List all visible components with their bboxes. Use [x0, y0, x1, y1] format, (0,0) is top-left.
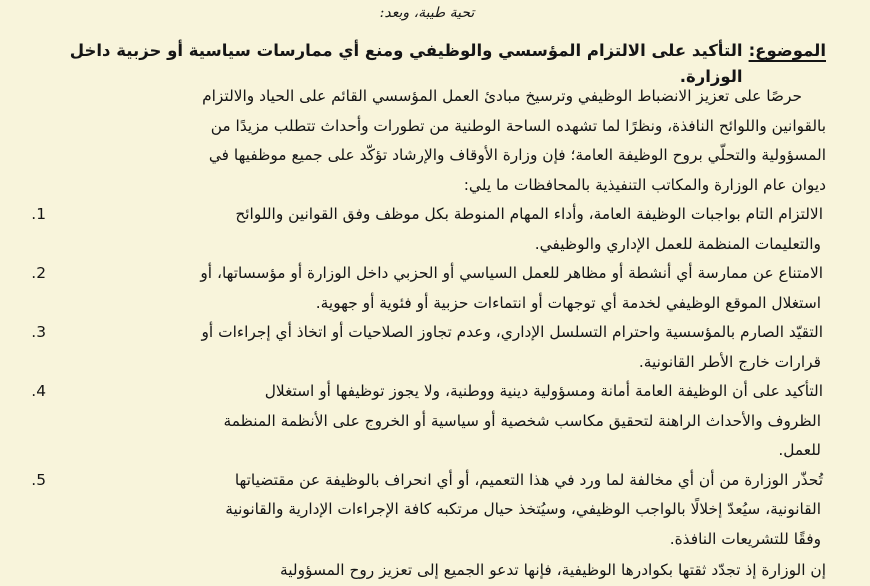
- item-line: الظروف والأحداث الراهنة لتحقيق مكاسب شخصية أو سياسية أو الخروج على الأنظمة المنظمة: [223, 411, 821, 430]
- item-line: والتعليمات المنظمة للعمل الإداري والوظيفي.: [534, 234, 821, 253]
- intro-line: المسؤولية والتحلّي بروح الوظيفة العامة؛ فإن وزارة الأوقاف والإرشاد تؤكّد على جميع موظفيها في: [208, 146, 826, 164]
- item-number: 4.: [31, 382, 46, 400]
- subject-line: [28, 38, 826, 86]
- item-line: وفقًا للتشريعات النافذة.: [669, 529, 821, 548]
- item-line: تُحذّر الوزارة من أن أي مخالفة لما ورد في هذا التعميم، أو أي انحراف بالوظيفة عن مقتضياتها: [234, 470, 823, 489]
- item-line: للعمل.: [778, 441, 821, 459]
- intro-line: حرصًا على تعزيز الانضباط الوظيفي وترسيخ مبادئ العمل المؤسسي القائم على الحياد والالتزام: [202, 87, 802, 105]
- closing-paragraph: [28, 556, 826, 586]
- subject-label: الموضوع:: [748, 41, 826, 60]
- intro-paragraph: [28, 82, 826, 200]
- item-number: 2.: [31, 264, 46, 282]
- item-line: القانونية، سيُعدّ إخلالًا بالواجب الوظيفي، وسيُتخذ حيال مرتكبه كافة الإجراءات الإدارية والقانونية: [225, 500, 821, 518]
- numbered-item-1: [28, 200, 826, 259]
- document-page: [0, 2, 870, 582]
- intro-line: ديوان عام الوزارة والمكاتب التنفيذية بالمحافظات ما يلي:: [463, 175, 826, 194]
- intro-line: بالقوانين واللوائح النافذة، ونظرًا لما تشهده الساحة الوطنية من تطورات وأحداث تتطلب مزيدًا من: [210, 116, 826, 135]
- greeting-line: تحية طيبة، وبعد:: [379, 5, 475, 21]
- item-line: التقيّد الصارم بالمؤسسية واحترام التسلسل الإداري، وعدم تجاوز الصلاحيات أو اتخاذ أي إجراءات أو: [201, 323, 823, 341]
- item-line: الامتناع عن ممارسة أي أنشطة أو مظاهر للعمل السياسي أو الحزبي داخل الوزارة أو مؤسساتها، أو: [200, 264, 823, 282]
- item-number: 3.: [31, 323, 46, 341]
- closing-line: إن الوزارة إذ تجدّد ثقتها بكوادرها الوظيفية، فإنها تدعو الجميع إلى تعزيز روح المسؤولية: [279, 561, 826, 579]
- item-number: 5.: [31, 470, 46, 489]
- subject-text: التأكيد على الالتزام المؤسسي والوظيفي ومنع أي ممارسات سياسية أو حزبية داخل الوزارة.: [69, 41, 743, 86]
- numbered-item-2: [28, 259, 826, 318]
- numbered-item-4: [28, 377, 826, 466]
- numbered-item-3: [28, 318, 826, 377]
- item-line: التأكيد على أن الوظيفة العامة أمانة ومسؤولية دينية ووطنية، ولا يجوز توظيفها أو استغلال: [264, 382, 823, 400]
- item-line: الالتزام التام بواجبات الوظيفة العامة، وأداء المهام المنوطة بكل موظف وفق القوانين واللوائح: [235, 205, 823, 223]
- numbered-item-5: [28, 466, 826, 555]
- item-line: قرارات خارج الأطر القانونية.: [638, 352, 821, 371]
- item-line: استغلال الموقع الوظيفي لخدمة أي توجهات أو انتماءات حزبية أو فئوية أو جهوية.: [315, 293, 821, 312]
- item-number: 1.: [31, 205, 46, 223]
